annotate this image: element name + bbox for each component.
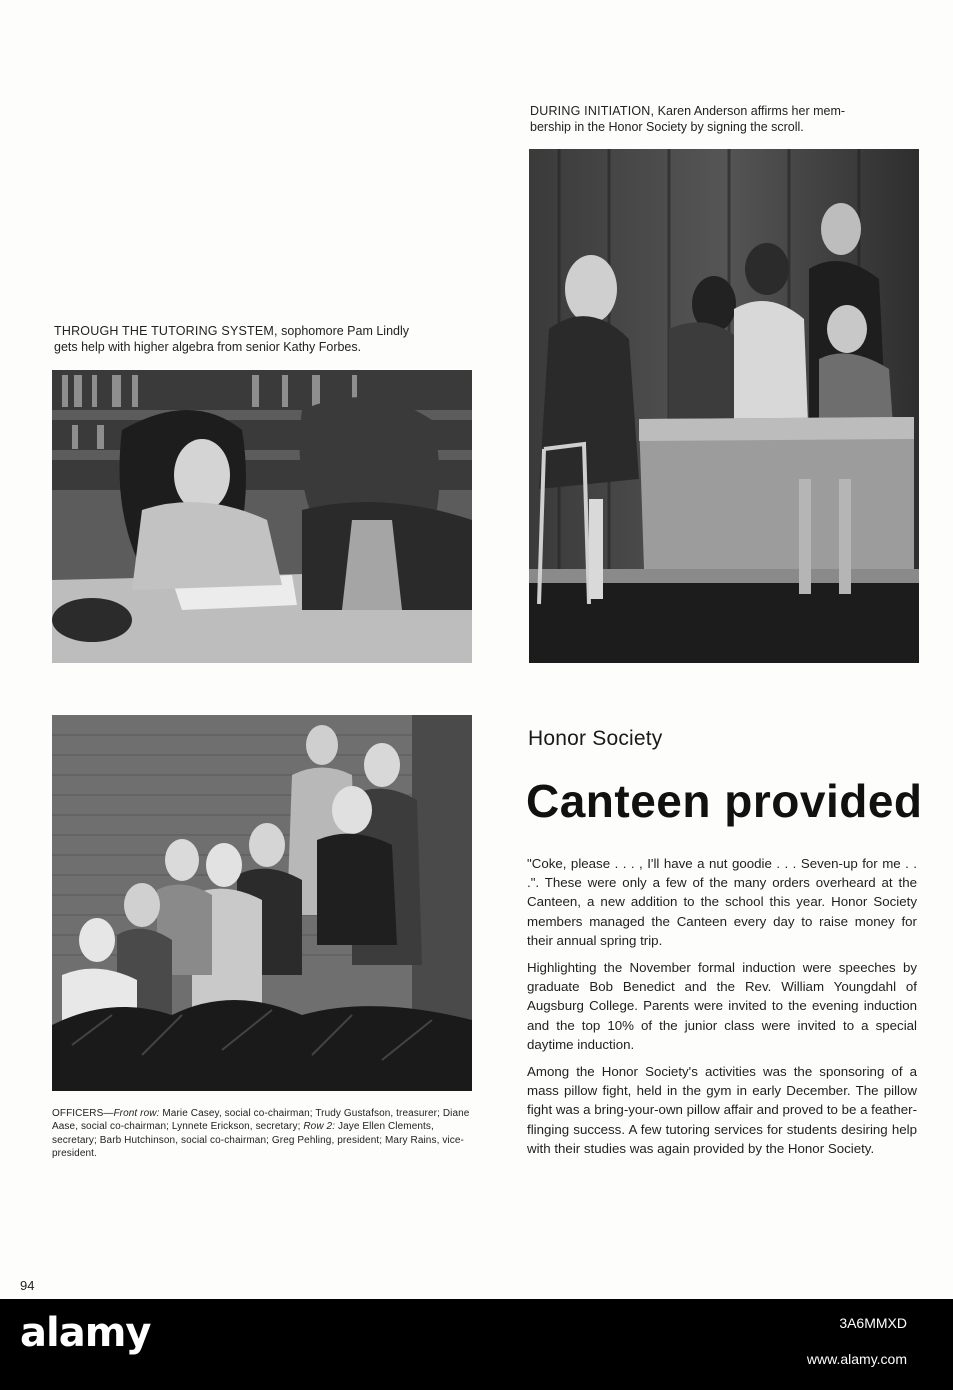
initiation-caption-line2: bership in the Honor Society by signing the scroll. xyxy=(530,120,804,134)
article-paragraph: "Coke, please . . . , I'll have a nut goodie . . . Seven-up for me . . .". These were only a few of the many orders overheard at the Canteen, a new addition to the school this year. Honor Society members managed the Canteen every day to raise money for their annual spring trip. xyxy=(527,856,917,948)
image-id: 3A6MMXD xyxy=(839,1315,907,1331)
initiation-caption-line1: Karen Anderson affirms her mem- xyxy=(654,104,846,118)
article-paragraph: Highlighting the November formal induction were speeches by graduate Bob Benedict and the Rev. William Youngdahl of Augsburg College. Parents were invited to the evening induction and the top 10% of the junior class were invited to a special daytime induction. xyxy=(527,960,917,1052)
officers-photo-image xyxy=(52,715,472,1091)
officers-row2: Jaye Ellen Clements, secretary; Barb Hutchinson, social co-chairman; Greg Pehling, president; Mary Rains, vice-president. xyxy=(52,1121,464,1160)
section-label: Honor Society xyxy=(528,727,663,750)
officers-row2-label: Row 2: xyxy=(303,1121,336,1133)
tutoring-photo xyxy=(52,370,472,663)
officers-front-row: Marie Casey, social co-chairman; Trudy Gustafson, treasurer; Diane Aase, social co-chairman; Lynnete Erickson, secretary; xyxy=(52,1108,470,1133)
article-body xyxy=(527,854,917,1166)
article-paragraph: Among the Honor Society's activities was the sponsoring of a mass pillow fight, held in the gym in early December. The pillow fight was a bring-your-own pillow affair and proved to be a feather-flinging success. A few tutoring services for students desiring help with their studies was again provided by the Honor Society. xyxy=(527,1064,918,1156)
officers-photo xyxy=(52,715,472,1091)
officers-front-row-label: Front row: xyxy=(113,1108,160,1119)
officers-caption xyxy=(52,1107,472,1161)
officers-caption-dash: — xyxy=(103,1108,114,1119)
tutoring-caption xyxy=(54,323,474,355)
initiation-photo-image xyxy=(529,149,919,663)
page-number: 94 xyxy=(20,1278,35,1293)
tutoring-photo-image xyxy=(52,370,472,663)
initiation-photo xyxy=(529,149,919,663)
tutoring-caption-line1: sophomore Pam Lindly xyxy=(277,324,410,338)
initiation-caption-lead: DURING INITIATION, xyxy=(530,104,655,118)
alamy-logo: alamy xyxy=(20,1310,151,1356)
tutoring-caption-line2: gets help with higher algebra from senior Kathy Forbes. xyxy=(54,340,362,354)
initiation-caption xyxy=(530,103,920,135)
tutoring-caption-lead: THROUGH THE TUTORING SYSTEM, xyxy=(54,324,278,338)
article-headline: Canteen provided xyxy=(526,775,923,827)
site-url: www.alamy.com xyxy=(806,1351,907,1367)
officers-caption-lead: OFFICERS xyxy=(52,1108,104,1119)
